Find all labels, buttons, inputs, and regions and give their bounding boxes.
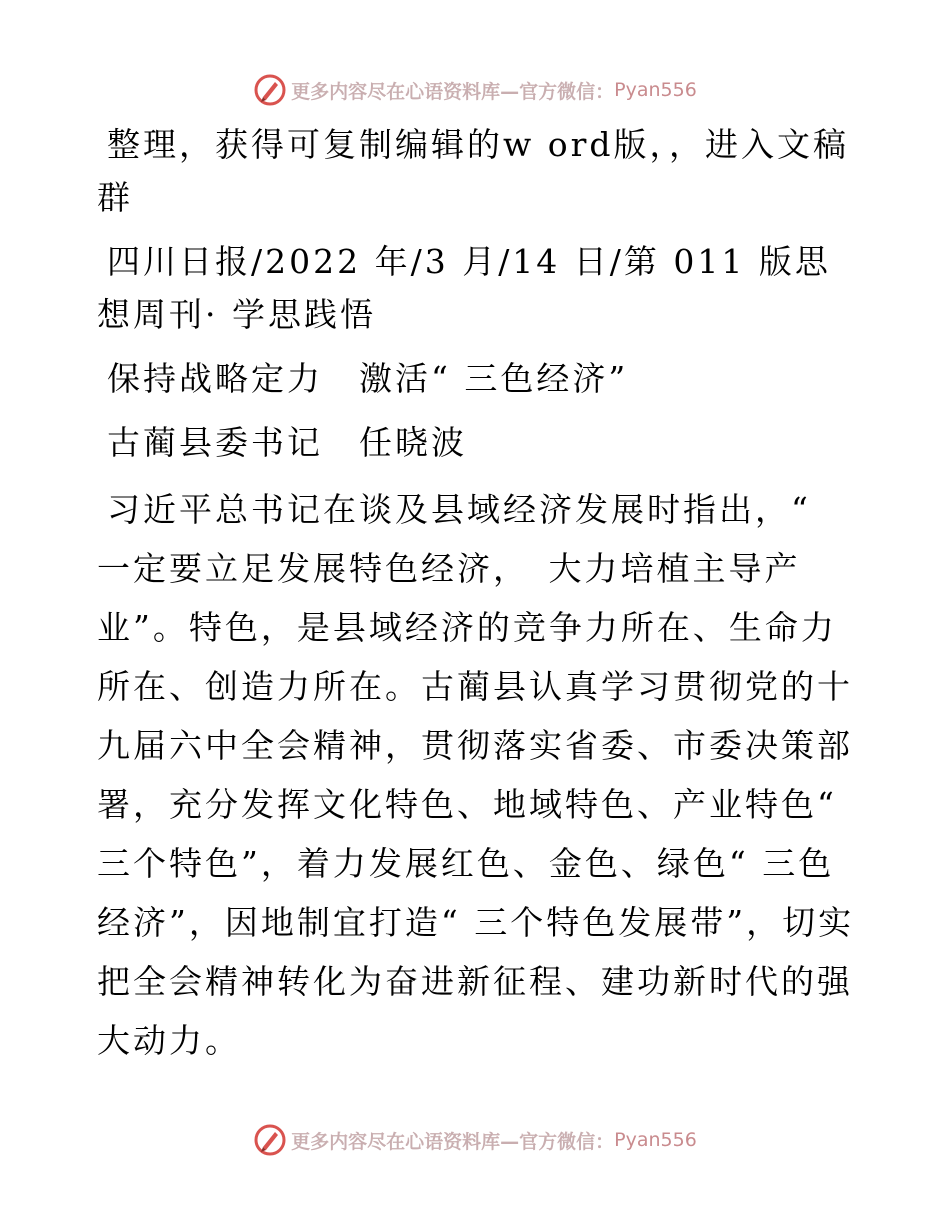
source-line: 四川日报/2022 年/3 月/14 日/第 011 版思想周刊· 学思践悟	[97, 242, 831, 334]
pen-logo-icon	[253, 1123, 287, 1157]
document-body	[97, 118, 857, 1081]
article-title: 保持战略定力 激活“ 三色经济”	[107, 359, 629, 398]
header-watermark	[0, 70, 950, 110]
pen-logo-icon	[253, 73, 287, 107]
watermark-text: 更多内容尽在心语资料库—官方微信：	[291, 1130, 615, 1153]
footer-watermark	[0, 1120, 950, 1160]
article-paragraph: 习近平总书记在谈及县域经济发展时指出，“ 一定要立足发展特色经济， 大力培植主导产业”。特色，是县域经济的竞争力所在、生命力所在、创造力所在。古蔺县认真学习贯彻党的十九届六中全会精神，贯彻落实省委、市委决策部署，充分发挥文化特色、地域特色、产业特色“ 三个特色”，着力发展红色、金色、绿色“ 三色经济”，因地制宜打造“ 三个特色发展带”，切实把全会精神转化为奋进新征程、建功新时代的强大动力。	[97, 490, 855, 1060]
watermark-wechat-id: Pyan556	[614, 1129, 697, 1151]
intro-note: 整理，获得可复制编辑的w ord版，，进入文稿群	[97, 125, 850, 217]
watermark-text: 更多内容尽在心语资料库—官方微信：	[291, 80, 615, 103]
watermark-wechat-id: Pyan556	[614, 79, 697, 101]
article-author: 古蔺县委书记 任晓波	[107, 423, 467, 462]
